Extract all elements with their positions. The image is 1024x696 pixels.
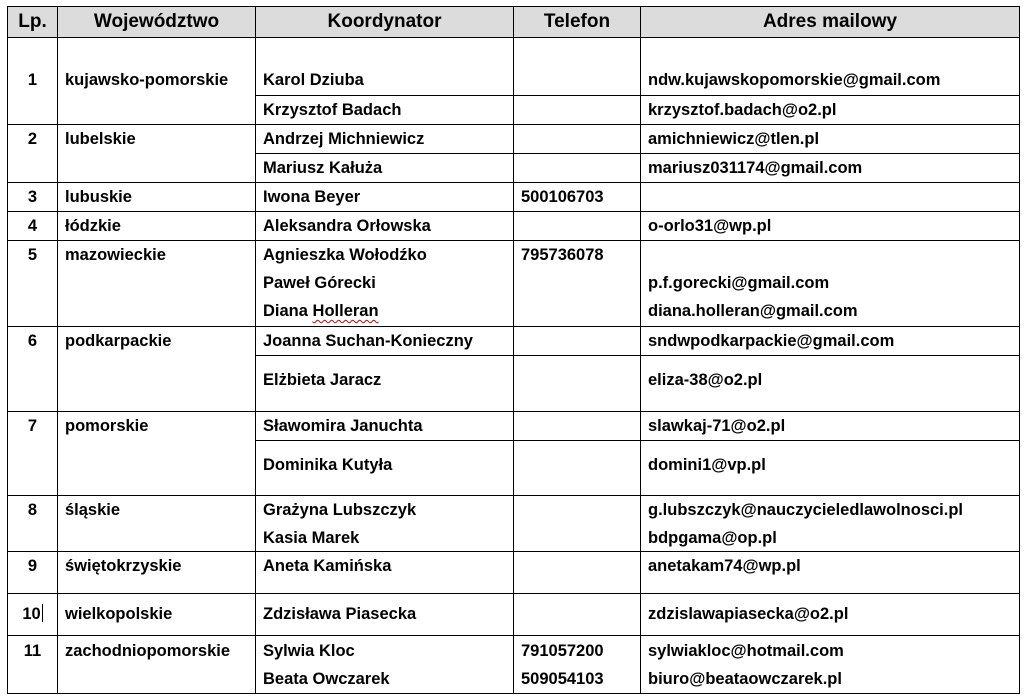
spellcheck-flagged-word: Holleran [312,302,379,320]
voivodeship-cell: łódzkie [57,212,255,240]
table-row [8,326,1019,355]
voivodeship-cell: pomorskie [57,412,255,440]
coordinator-cell: Dominika Kutyła [255,440,513,495]
phone-cell [513,496,640,551]
coordinator-cell: Aneta Kamińska [255,552,513,593]
coordinator-name: Paweł Górecki [263,274,376,292]
row-number: 10 [22,605,41,623]
coordinator-cell [255,496,513,551]
voivodeship-cell: podkarpackie [57,327,255,355]
phone-number: 509054103 [521,670,604,688]
email-cell[interactable]: ndw.kujawskopomorskie@gmail.com [640,38,1019,95]
coordinator-cell: Zdzisława Piasecka [255,594,513,635]
coordinators-table [7,6,1020,694]
voivodeship-cell: lubuskie [57,183,255,211]
text-cursor [42,604,43,622]
phone-cell [513,552,640,593]
table-row [8,240,1019,326]
phone-cell [513,38,640,95]
table-row [8,182,1019,211]
table-row [8,440,1019,495]
row-number: 6 [27,332,38,350]
coordinator-cell: Iwona Beyer [255,183,513,211]
coordinator-cell: Joanna Suchan-Konieczny [255,327,513,355]
table-row [8,411,1019,440]
coordinator-name: Grażyna Lubszczyk [263,501,417,519]
email-address[interactable]: g.lubszczyk@nauczycieledlawolnosci.pl [648,501,964,519]
table-row [8,355,1019,411]
voivodeship-cell: mazowieckie [57,241,255,326]
row-number: 9 [27,557,38,575]
row-number: 1 [27,71,38,89]
table-row [8,593,1019,635]
coordinator-cell: Elżbieta Jaracz [255,355,513,411]
phone-number: 791057200 [521,642,604,660]
email-cell [640,183,1019,211]
email-cell[interactable]: amichniewicz@tlen.pl [640,125,1019,153]
coordinator-cell: Karol Dziuba [255,38,513,95]
coordinator-name: Beata Owczarek [263,670,390,688]
coordinator-cell [255,636,513,693]
coordinator-name: Agnieszka Wołodźko [263,246,427,264]
header-lp: Lp. [18,11,47,32]
email-cell[interactable]: o-orlo31@wp.pl [640,212,1019,240]
phone-cell [513,125,640,153]
table-row [8,635,1019,693]
header-telefon: Telefon [513,7,640,37]
table-header-row [8,6,1019,37]
email-cell[interactable]: slawkaj-71@o2.pl [640,412,1019,440]
table-row [8,37,1019,95]
email-cell[interactable]: krzysztof.badach@o2.pl [640,95,1019,124]
email-address[interactable]: sylwiakloc@hotmail.com [648,642,844,660]
email-cell [640,241,1019,326]
phone-cell [513,327,640,355]
coordinator-cell: Andrzej Michniewicz [255,125,513,153]
header-wojewodztwo: Województwo [57,7,255,37]
coordinator-cell: Krzysztof Badach [255,95,513,124]
row-number: 5 [27,246,38,264]
table-row [8,551,1019,593]
row-number: 11 [23,642,42,660]
email-cell[interactable]: zdzislawapiasecka@o2.pl [640,594,1019,635]
email-cell[interactable]: eliza-38@o2.pl [640,355,1019,411]
header-koordynator: Koordynator [255,7,513,37]
phone-cell [513,636,640,693]
phone-cell [513,241,640,326]
row-number: 2 [27,130,38,148]
email-cell[interactable]: mariusz031174@gmail.com [640,153,1019,182]
voivodeship-cell: śląskie [57,496,255,551]
voivodeship-cell: kujawsko-pomorskie [57,38,255,95]
row-number: 3 [27,188,38,206]
email-cell [640,496,1019,551]
coordinator-cell: Sławomira Januchta [255,412,513,440]
header-adres-mailowy: Adres mailowy [640,7,1019,37]
email-cell [640,636,1019,693]
voivodeship-cell: świętokrzyskie [57,552,255,593]
table-row [8,95,1019,124]
email-address[interactable]: biuro@beataowczarek.pl [648,670,842,688]
row-number: 8 [27,501,38,519]
coordinator-cell: Aleksandra Orłowska [255,212,513,240]
table-row [8,153,1019,182]
email-cell[interactable]: domini1@vp.pl [640,440,1019,495]
email-address[interactable]: bdpgama@op.pl [648,529,777,547]
coordinator-name: Sylwia Kloc [263,642,355,660]
phone-number: 795736078 [521,246,604,264]
phone-cell [513,212,640,240]
email-address[interactable]: p.f.gorecki@gmail.com [648,274,830,292]
phone-cell: 500106703 [513,183,640,211]
phone-cell [513,594,640,635]
voivodeship-cell: zachodniopomorskie [57,636,255,693]
voivodeship-cell: lubelskie [57,125,255,153]
row-number: 4 [27,217,38,235]
phone-cell [513,412,640,440]
row-number: 7 [27,417,38,435]
table-row [8,211,1019,240]
coordinator-name: Kasia Marek [263,529,360,547]
email-cell[interactable]: sndwpodkarpackie@gmail.com [640,327,1019,355]
email-cell[interactable]: anetakam74@wp.pl [640,552,1019,593]
coordinator-name: Diana Holleran [263,302,379,320]
table-row [8,124,1019,153]
voivodeship-cell: wielkopolskie [57,594,255,635]
table-row [8,495,1019,551]
email-address[interactable]: diana.holleran@gmail.com [648,302,858,320]
coordinator-cell: Mariusz Kałuża [255,153,513,182]
coordinator-cell [255,241,513,326]
